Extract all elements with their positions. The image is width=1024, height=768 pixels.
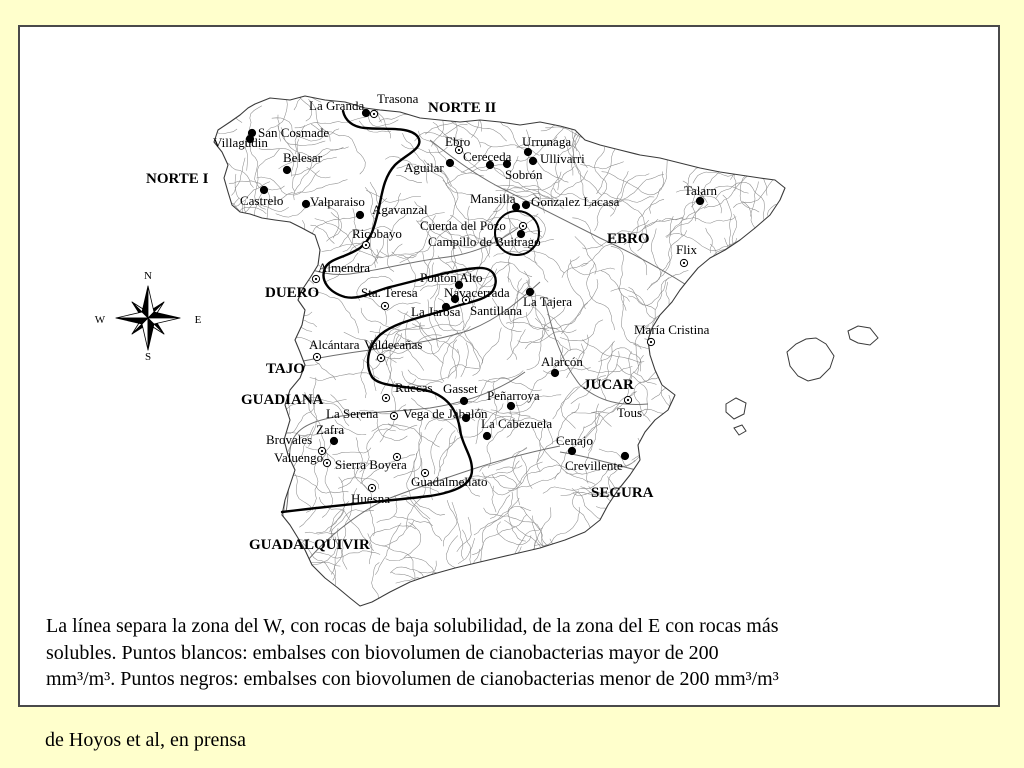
reservoir-label: Campillo de Buitrago: [428, 234, 541, 249]
reservoir-label: Santillana: [470, 303, 522, 318]
reservoir-label: La Serena: [326, 406, 379, 421]
reservoir-label: Ricobayo: [352, 226, 402, 241]
reservoir-label: Vega de Jabalón: [403, 406, 488, 421]
reservoir-label: Zafra: [316, 422, 345, 437]
reservoir-label: Alarcón: [541, 354, 583, 369]
compass-north-label: N: [144, 270, 152, 282]
reservoir-label: Almendra: [318, 260, 370, 275]
reservoir-label: Villagudin: [213, 135, 268, 150]
basin-label: EBRO: [607, 231, 650, 247]
compass-west-label: W: [94, 314, 106, 326]
reservoir-label: Ruecas: [395, 380, 433, 395]
reservoir-label: Guadalmellato: [411, 474, 488, 489]
basin-label: GUADALQUIVIR: [249, 537, 370, 553]
reservoir-label: Alcántara: [309, 337, 360, 352]
reservoir-label: Ebro: [445, 134, 471, 149]
compass-east-label: E: [194, 314, 202, 326]
reservoir-label: Belesar: [283, 150, 322, 165]
reservoir-label: La Tajera: [523, 294, 573, 309]
reservoir-label: Pontón Alto: [420, 270, 483, 285]
basin-label: DUERO: [265, 285, 320, 301]
reservoir-label: Ullivarri: [540, 151, 585, 166]
basin-label: JUCAR: [583, 377, 634, 393]
reservoir-label: Navacerrada: [444, 285, 510, 300]
reservoir-label: Huesna: [351, 491, 390, 506]
reservoir-label: Aguilar: [404, 160, 444, 175]
reservoir-label: Urrunaga: [522, 134, 572, 149]
reservoir-label: Valuengo: [274, 450, 324, 465]
basin-label: NORTE I: [146, 171, 209, 187]
reservoir-label: Talarn: [684, 183, 718, 198]
caption: [46, 613, 779, 693]
reservoir-label: Trasona: [377, 91, 419, 106]
basin-label: SEGURA: [591, 485, 654, 501]
reservoir-label: Mansilla: [470, 191, 516, 206]
reservoir-label: Cenajo: [556, 433, 593, 448]
reservoir-label: Sierra Boyera: [335, 457, 407, 472]
compass-south-label: S: [144, 351, 152, 363]
reservoir-label: Gonzalez Lacasa: [531, 194, 620, 209]
reservoir-label: Tous: [617, 405, 643, 420]
reservoir-label: Gasset: [443, 381, 478, 396]
basin-label: TAJO: [266, 361, 305, 377]
caption-line: solubles. Puntos blancos: embalses con biovolumen de cianobacterias mayor de 200: [46, 641, 719, 664]
reservoir-label: Agavanzal: [372, 202, 428, 217]
basin-label: GUADIANA: [241, 392, 324, 408]
reservoir-label: San Cosmade: [258, 125, 330, 140]
basin-label: NORTE II: [428, 100, 497, 116]
reservoir-label: La Cabezuela: [481, 416, 553, 431]
reservoir-label: La Jarosa: [411, 304, 461, 319]
reservoir-label: Peñarroya: [487, 388, 540, 403]
reservoir-label: Brovales: [266, 432, 313, 447]
reservoir-label: Crevillente: [565, 458, 623, 473]
reservoir-label: Valparaiso: [310, 194, 365, 209]
reservoir-label: Valdecañas: [364, 337, 423, 352]
reservoir-label: Flix: [676, 242, 697, 257]
reservoir-label: Castrelo: [240, 193, 284, 208]
reservoir-label: María Cristina: [634, 322, 710, 337]
reservoir-label: La Granda: [309, 98, 365, 113]
caption-line: mm³/m³. Puntos negros: embalses con biovolumen de cianobacterias menor de 200 mm³/m³: [46, 668, 779, 690]
reservoir-label: Cuerda del Pozo: [420, 218, 506, 233]
reservoir-label: Cereceda: [463, 149, 512, 164]
citation: de Hoyos et al, en prensa: [45, 729, 247, 751]
reservoir-label: Sta. Teresa: [361, 285, 418, 300]
caption-line: La línea separa la zona del W, con rocas de baja solubilidad, de la zona del E con rocas más: [46, 615, 779, 637]
reservoir-label: Sobrón: [505, 167, 543, 182]
